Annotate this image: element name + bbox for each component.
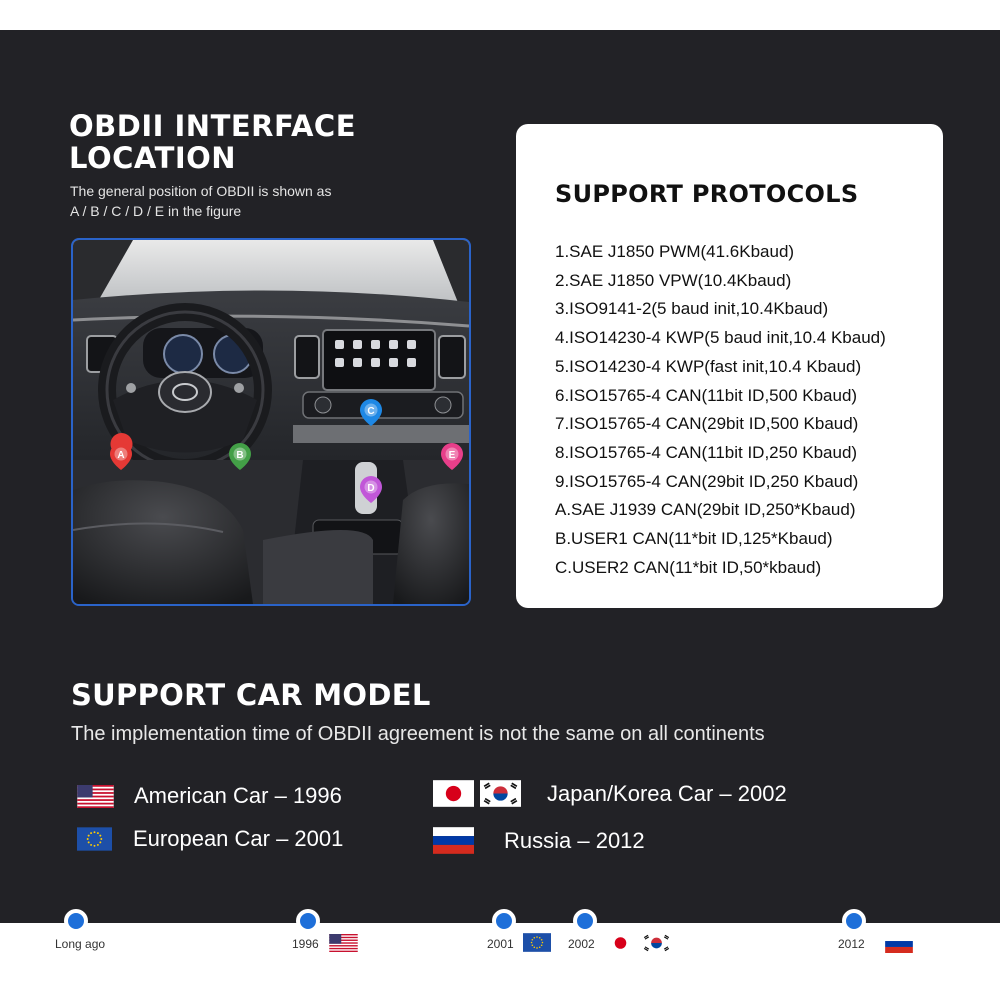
car-entry-russia [433,827,645,854]
usa-flag-icon [329,934,358,952]
car-entry-european-label: European Car – 2001 [133,826,344,851]
protocol-item: C.USER2 CAN(11*bit ID,50*kbaud) [555,557,822,577]
timeline-label-2002: 2002 [568,937,595,951]
eu-flag-icon [523,933,551,952]
protocol-item: 2.SAE J1850 VPW(10.4Kbaud) [555,270,792,290]
timeline-dot [573,909,597,933]
location-title-line1: OBDII INTERFACE [69,109,357,143]
protocol-item: 7.ISO15765-4 CAN(29bit ID,500 Kbaud) [555,414,859,434]
protocol-item: A.SAE J1939 CAN(29bit ID,250*Kbaud) [555,500,856,520]
car-entry-japan-korea [433,780,787,807]
timeline-label-long-ago: Long ago [55,937,106,951]
timeline-label-2012: 2012 [838,937,865,951]
car-entry-japan-korea-label: Japan/Korea Car – 2002 [547,780,787,806]
car-model-title: SUPPORT CAR MODEL [71,678,431,712]
protocols-card [516,124,943,608]
marker-b-label: B [236,450,244,461]
timeline-dot [492,909,516,933]
korea-flag-icon [480,780,521,807]
marker-d-label: D [367,483,375,494]
timeline-dot [296,909,320,933]
korea-flag-icon [641,933,672,953]
car-entry-russia-label: Russia – 2012 [504,827,645,853]
location-subtitle-line1: The general position of OBDII is shown as [70,183,332,199]
russia-flag-icon [433,827,474,854]
timeline-dot [64,909,88,933]
eu-flag-icon [77,827,112,851]
japan-flag-icon [433,780,474,807]
usa-flag-icon [77,785,114,808]
car-entry-european [77,826,343,852]
location-subtitle [70,181,331,221]
protocol-item: 6.ISO15765-4 CAN(11bit ID,500 Kbaud) [555,385,858,405]
protocol-item: B.USER1 CAN(11*bit ID,125*Kbaud) [555,529,833,549]
protocol-item: 3.ISO9141-2(5 baud init,10.4Kbaud) [555,299,829,319]
protocol-item: 5.ISO14230-4 KWP(fast init,10.4 Kbaud) [555,356,862,376]
car-entry-american-label: American Car – 1996 [134,783,342,808]
location-subtitle-line2: A / B / C / D / E in the figure [70,203,242,219]
location-title-line2: LOCATION [69,141,237,175]
protocol-list [555,238,886,582]
japan-flag-icon [605,933,636,953]
car-interior-photo [71,238,471,606]
protocol-item: 1.SAE J1850 PWM(41.6Kbaud) [555,242,795,261]
russia-flag-icon [879,935,919,953]
car-entry-american [77,783,342,809]
protocol-item: 8.ISO15765-4 CAN(11bit ID,250 Kbaud) [555,442,858,462]
marker-c-label: C [367,406,375,417]
protocol-item: 4.ISO14230-4 KWP(5 baud init,10.4 Kbaud) [555,328,886,348]
car-model-subtitle: The implementation time of OBDII agreement is not the same on all continents [71,723,765,745]
timeline-label-2001: 2001 [487,937,514,951]
timeline [0,923,1000,1000]
marker-e-label: E [448,450,456,461]
timeline-dot [842,909,866,933]
protocols-title: SUPPORT PROTOCOLS [555,180,859,208]
marker-a-label: A [117,450,125,461]
protocol-item: 9.ISO15765-4 CAN(29bit ID,250 Kbaud) [555,471,859,491]
location-title [69,110,356,174]
timeline-label-1996: 1996 [292,937,319,951]
